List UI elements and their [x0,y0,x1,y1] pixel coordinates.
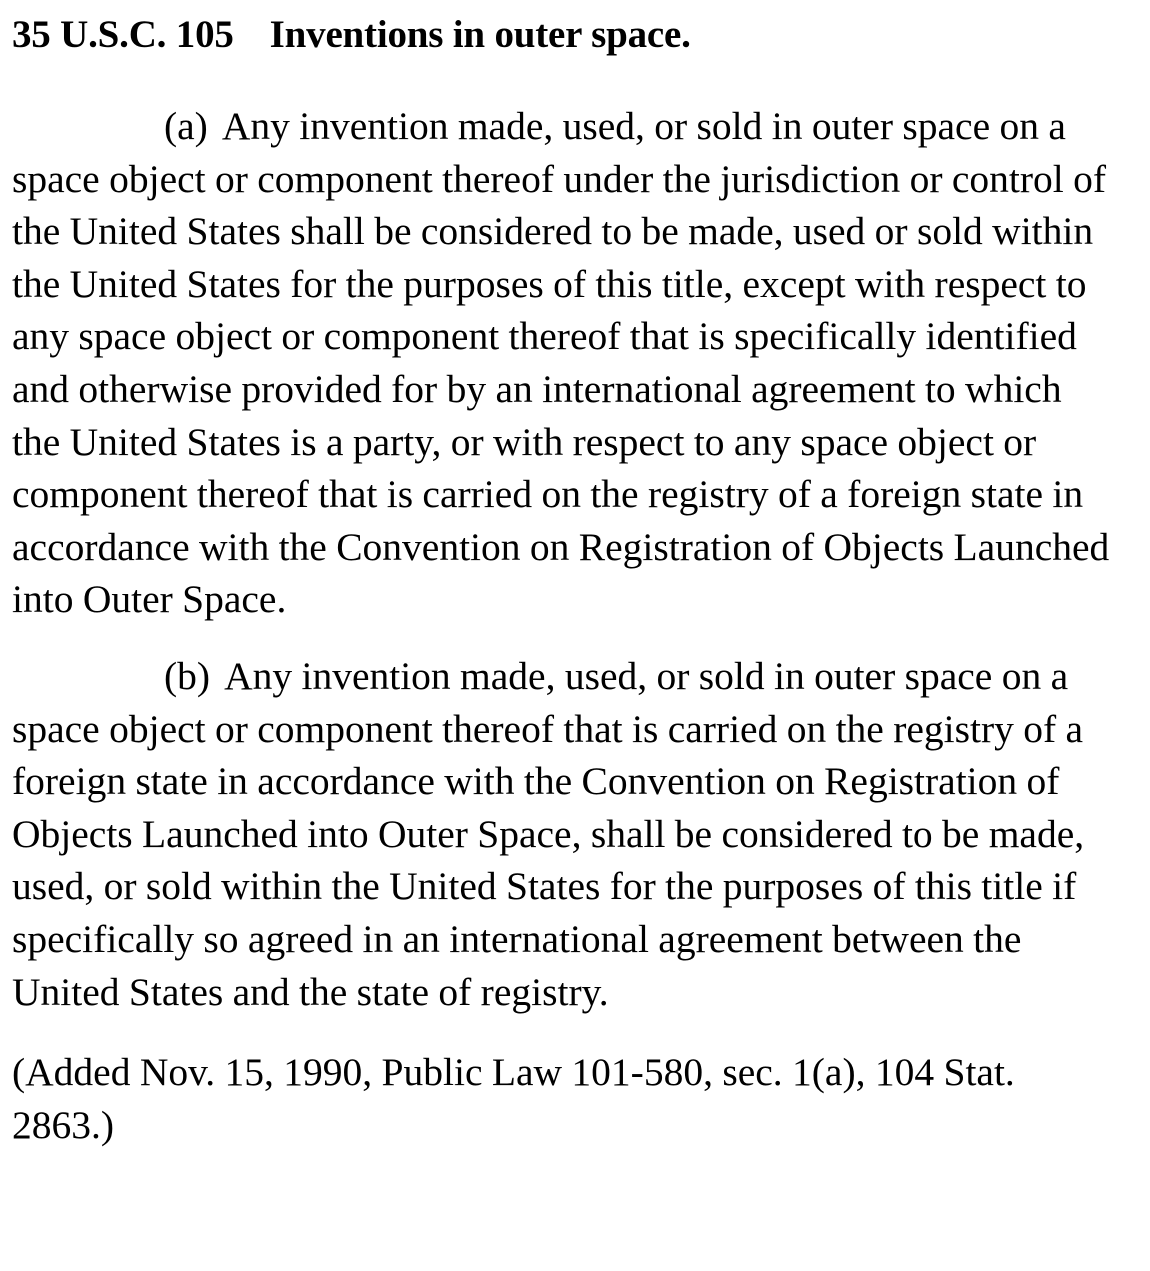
subsection-a [12,100,1116,626]
subsection-a-label: (a) [164,104,208,148]
section-citation: 35 U.S.C. 105 [12,13,234,56]
subsection-b-text: Any invention made, used, or sold in outer space on a space object or component thereof that is carried on the registry of a foreign state in accordance with the Convention on Registration of Objects Launched into Outer Space, shall be considered to be made, used, or sold within the United States for the purposes of this title if specifically so agreed in an international agreement between the United States and the state of registry. [12,653,1085,1014]
subsection-b-label: (b) [164,653,211,698]
section-title: Inventions in outer space. [269,13,691,56]
subsection-a-text: Any invention made, used, or sold in outer space on a space object or component thereof under the jurisdiction or control of the United States shall be considered to be made, used or sold within the United States for the purposes of this title, except with respect to any space object or component thereof that is specifically identified and otherwise provided for by an international agreement to which the United States is a party, or with respect to any space object or component thereof that is carried on the registry of a foreign state in accordance with the Convention on Registration of Objects Launched into Outer Space. [12,104,1110,622]
section-heading [12,14,1116,56]
subsection-b [12,650,1116,1018]
history-note: (Added Nov. 15, 1990, Public Law 101-580, sec. 1(a), 104 Stat. 2863.) [12,1050,1015,1147]
